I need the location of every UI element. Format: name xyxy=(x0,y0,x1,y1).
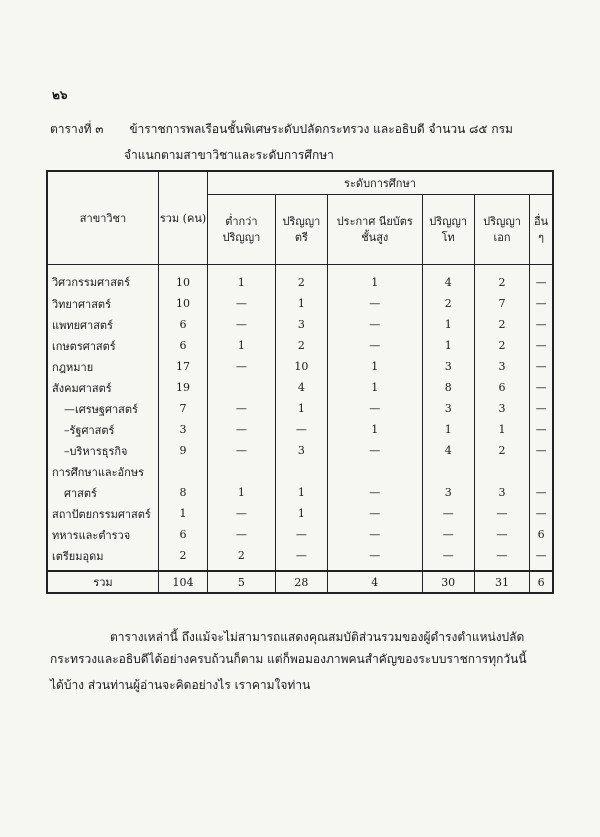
table-cell: — xyxy=(327,440,422,461)
table-cell: 2 xyxy=(275,265,327,294)
row-total: 1 xyxy=(159,503,208,524)
total-label: รวม xyxy=(47,571,159,593)
row-total: 6 xyxy=(159,335,208,356)
header-level: ประกาศ นียบัตร ชั้นสูง xyxy=(327,195,422,265)
table-cell: 3 xyxy=(474,398,529,419)
table-cell: — xyxy=(208,356,276,377)
total-count: 104 xyxy=(159,571,208,593)
table-cell: — xyxy=(327,503,422,524)
table-row xyxy=(47,419,553,440)
table-cell: 2 xyxy=(474,314,529,335)
page-number: ๒๖ xyxy=(52,88,68,102)
table-cell: 1 xyxy=(327,377,422,398)
row-total: 6 xyxy=(159,524,208,545)
field-name: เกษตรศาสตร์ xyxy=(47,335,159,356)
table-cell: 8 xyxy=(422,377,474,398)
paragraph-line: ตารางเหล่านี้ ถึงแม้จะไม่สามารถแสดงคุณสมบัติส่วนรวมของผู้ดำรงตำแหน่งปลัด xyxy=(110,630,525,644)
caption-subtitle: จำแนกตามสาขาวิชาและระดับการศึกษา xyxy=(124,148,334,162)
table-cell: — xyxy=(327,335,422,356)
table-cell: — xyxy=(422,503,474,524)
table-cell: — xyxy=(327,545,422,571)
table-cell: 1 xyxy=(474,419,529,440)
table-row xyxy=(47,503,553,524)
table-cell: 3 xyxy=(275,440,327,461)
row-total: 17 xyxy=(159,356,208,377)
table-cell: 6 xyxy=(474,377,529,398)
table-cell: — xyxy=(422,545,474,571)
field-name: –บริหารธุรกิจ xyxy=(47,440,159,461)
table-cell xyxy=(208,377,276,398)
table-caption xyxy=(50,120,513,139)
paragraph-line: กระทรวงและอธิบดีได้อย่างครบถ้วนก็ตาม แต่ก็พอมองภาพคนสำคัญของระบบราชการทุกวันนี้ xyxy=(50,652,527,666)
table-cell: — xyxy=(327,398,422,419)
table-cell: — xyxy=(208,398,276,419)
table-cell: — xyxy=(474,503,529,524)
table-cell: — xyxy=(530,377,553,398)
table-cell xyxy=(530,461,553,482)
table-cell: — xyxy=(275,524,327,545)
table-cell: 1 xyxy=(327,356,422,377)
field-name: ทหารและตำรวจ xyxy=(47,524,159,545)
table-cell: 4 xyxy=(422,440,474,461)
table-cell: — xyxy=(530,482,553,503)
header-level: อื่น ๆ xyxy=(530,195,553,265)
table-cell: — xyxy=(422,524,474,545)
table-row xyxy=(47,265,553,294)
table-cell: — xyxy=(474,524,529,545)
table-cell: — xyxy=(530,503,553,524)
row-total: 19 xyxy=(159,377,208,398)
header-level: ปริญญา เอก xyxy=(474,195,529,265)
header-level: ปริญญา โท xyxy=(422,195,474,265)
table-cell: 3 xyxy=(422,398,474,419)
table-cell: 3 xyxy=(422,482,474,503)
table-cell: — xyxy=(530,440,553,461)
table-cell: — xyxy=(208,440,276,461)
total-cell: 28 xyxy=(275,571,327,593)
table-cell: — xyxy=(327,482,422,503)
table-cell: 4 xyxy=(275,377,327,398)
table-cell: 3 xyxy=(422,356,474,377)
table-cell xyxy=(327,461,422,482)
table-cell: — xyxy=(530,314,553,335)
table-cell: 1 xyxy=(275,398,327,419)
table-row xyxy=(47,314,553,335)
caption-title: ข้าราชการพลเรือนชั้นพิเศษระดับปลัดกระทรวง และอธิบดี จำนวน ๘๕ กรม xyxy=(129,122,513,136)
table-cell: 3 xyxy=(474,356,529,377)
table-row xyxy=(47,461,553,482)
total-cell: 6 xyxy=(530,571,553,593)
table-cell: — xyxy=(530,335,553,356)
table-cell: 4 xyxy=(422,265,474,294)
row-total: 9 xyxy=(159,440,208,461)
field-name: วิศวกรรมศาสตร์ xyxy=(47,265,159,294)
table-cell: 1 xyxy=(422,335,474,356)
table-cell: — xyxy=(275,419,327,440)
table-cell: — xyxy=(208,314,276,335)
table-cell: 2 xyxy=(275,335,327,356)
table-cell: 2 xyxy=(422,293,474,314)
table-cell: 1 xyxy=(327,265,422,294)
field-name: กฎหมาย xyxy=(47,356,159,377)
row-total: 2 xyxy=(159,545,208,571)
table-cell: 1 xyxy=(422,314,474,335)
table-cell: — xyxy=(530,293,553,314)
table-cell: — xyxy=(327,293,422,314)
table-cell xyxy=(474,461,529,482)
table-cell: 2 xyxy=(474,265,529,294)
table-cell: — xyxy=(530,398,553,419)
table-cell: 3 xyxy=(275,314,327,335)
table-cell: — xyxy=(208,419,276,440)
table-cell: 7 xyxy=(474,293,529,314)
row-total: 8 xyxy=(159,482,208,503)
total-cell: 5 xyxy=(208,571,276,593)
table-cell: 10 xyxy=(275,356,327,377)
table-cell: 1 xyxy=(275,503,327,524)
row-total: 10 xyxy=(159,293,208,314)
table-cell: — xyxy=(327,314,422,335)
table-cell: 3 xyxy=(474,482,529,503)
table-cell: 2 xyxy=(474,335,529,356)
field-name: เตรียมอุดม xyxy=(47,545,159,571)
field-name: วิทยาศาสตร์ xyxy=(47,293,159,314)
table-cell: 6 xyxy=(530,524,553,545)
table-cell: 1 xyxy=(275,293,327,314)
table-row xyxy=(47,356,553,377)
field-name: –รัฐศาสตร์ xyxy=(47,419,159,440)
paragraph-line: ได้บ้าง ส่วนท่านผู้อ่านจะคิดอย่างไร เราคามใจท่าน xyxy=(50,678,311,692)
education-table xyxy=(46,170,554,594)
table-cell: 1 xyxy=(208,482,276,503)
table-cell: 2 xyxy=(474,440,529,461)
header-field: สาขาวิชา xyxy=(47,171,159,265)
table-cell xyxy=(275,461,327,482)
table-cell: — xyxy=(530,265,553,294)
table-cell: — xyxy=(530,419,553,440)
header-education-level: ระดับการศึกษา xyxy=(208,171,554,195)
table-cell: — xyxy=(208,524,276,545)
field-name: แพทยศาสตร์ xyxy=(47,314,159,335)
table-cell: — xyxy=(530,545,553,571)
table-label: ตารางที่ ๓ xyxy=(50,122,104,136)
table-row xyxy=(47,377,553,398)
table-cell: 2 xyxy=(208,545,276,571)
header-total: รวม (คน) xyxy=(159,171,208,265)
total-cell: 31 xyxy=(474,571,529,593)
row-total xyxy=(159,461,208,482)
field-name: การศึกษาและอักษร xyxy=(47,461,159,482)
table-cell: 1 xyxy=(327,419,422,440)
table-cell: — xyxy=(474,545,529,571)
table-cell: 1 xyxy=(422,419,474,440)
table-row xyxy=(47,398,553,419)
field-name: สถาปัตยกรรมศาสตร์ xyxy=(47,503,159,524)
row-total: 3 xyxy=(159,419,208,440)
total-cell: 30 xyxy=(422,571,474,593)
field-name: ศาสตร์ xyxy=(47,482,159,503)
field-name: —เศรษฐศาสตร์ xyxy=(47,398,159,419)
header-level: ปริญญา ตรี xyxy=(275,195,327,265)
header-level: ต่ำกว่า ปริญญา xyxy=(208,195,276,265)
table-row xyxy=(47,545,553,571)
table-cell: — xyxy=(530,356,553,377)
table-cell xyxy=(208,461,276,482)
table-row xyxy=(47,440,553,461)
table-cell: 1 xyxy=(208,265,276,294)
table-row xyxy=(47,335,553,356)
table-cell xyxy=(422,461,474,482)
table-cell: 1 xyxy=(275,482,327,503)
table-cell: — xyxy=(208,293,276,314)
field-name: สังคมศาสตร์ xyxy=(47,377,159,398)
row-total: 6 xyxy=(159,314,208,335)
table-cell: — xyxy=(275,545,327,571)
table-cell: — xyxy=(208,503,276,524)
row-total: 10 xyxy=(159,265,208,294)
table-row xyxy=(47,482,553,503)
table-row xyxy=(47,293,553,314)
table-cell: 1 xyxy=(208,335,276,356)
row-total: 7 xyxy=(159,398,208,419)
total-cell: 4 xyxy=(327,571,422,593)
total-row xyxy=(47,571,553,593)
table-cell: — xyxy=(327,524,422,545)
table-row xyxy=(47,524,553,545)
